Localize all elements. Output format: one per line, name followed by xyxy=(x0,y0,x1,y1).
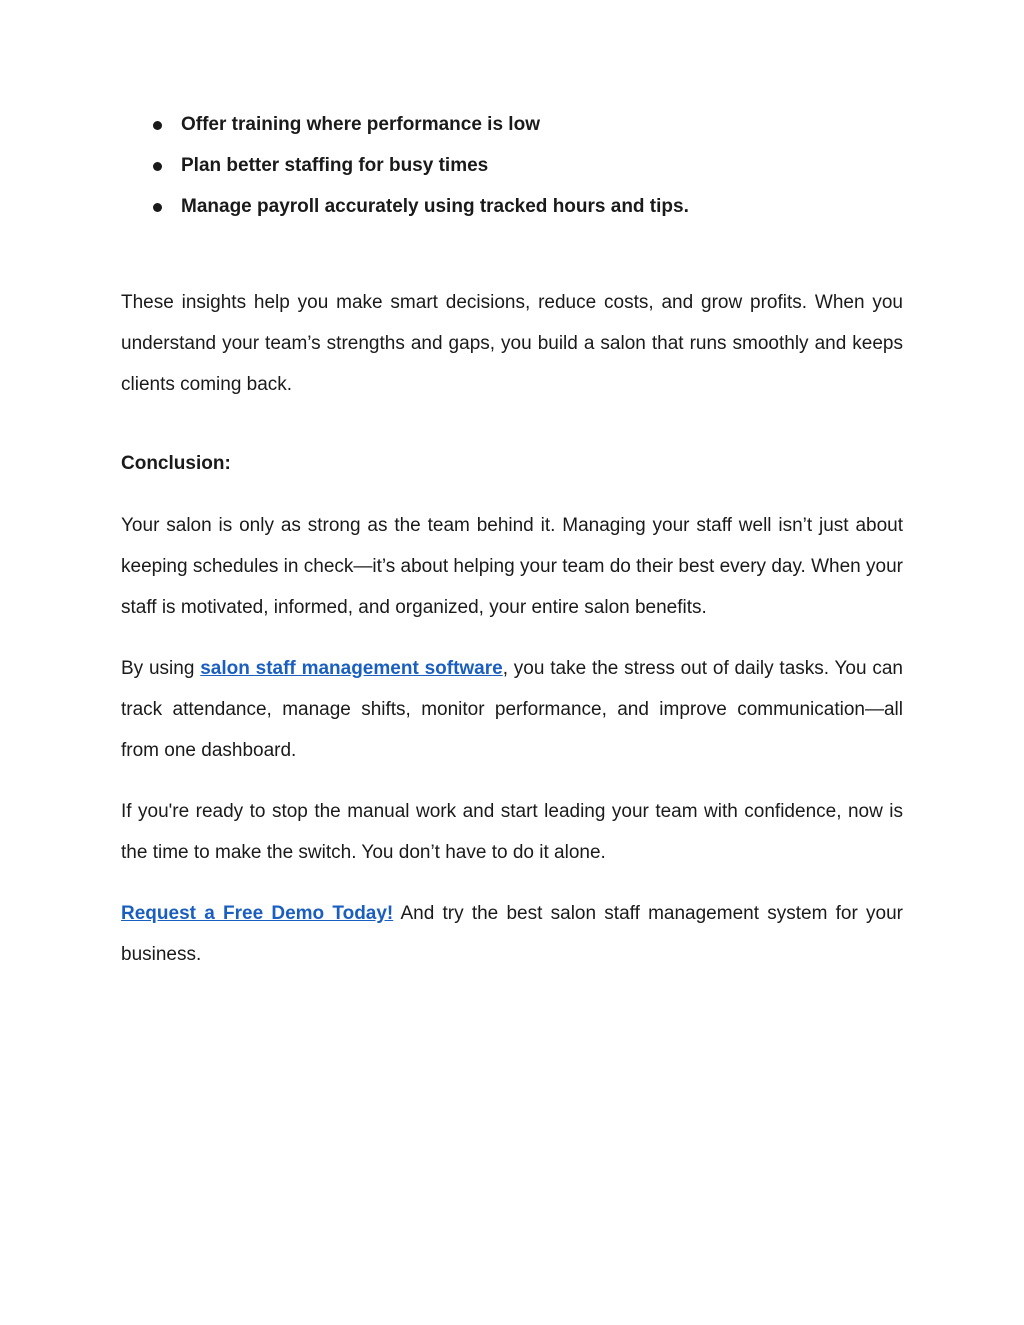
conclusion-paragraph-2 xyxy=(121,648,903,771)
conclusion-heading: Conclusion: xyxy=(121,453,231,474)
benefits-list xyxy=(121,112,903,220)
bullet-icon xyxy=(153,121,162,130)
bullet-icon xyxy=(153,162,162,171)
insights-paragraph: These insights help you make smart decisions, reduce costs, and grow profits. When you understand your team’s strengths and gaps, you build a salon that runs smoothly and keeps clients coming back. xyxy=(121,292,903,395)
paragraph-text: By using xyxy=(121,658,201,679)
list-item-text: Offer training where performance is low xyxy=(181,114,540,135)
conclusion-paragraph-3: If you're ready to stop the manual work and start leading your team with confidence, now is the time to make the switch. You don’t have to do it alone. xyxy=(121,801,903,863)
request-demo-link[interactable]: Request a Free Demo Today! xyxy=(121,903,394,924)
conclusion-paragraph-4 xyxy=(121,893,903,975)
bullet-icon xyxy=(153,203,162,212)
salon-software-link[interactable]: salon staff management software xyxy=(200,658,503,679)
paragraph-text: And try the best salon staff management system for your business. xyxy=(121,903,903,965)
conclusion-paragraph-1: Your salon is only as strong as the team behind it. Managing your staff well isn’t just about keeping schedules in check—it’s about helping your team do their best every day. When your staff is motivated, informed, and organized, your entire salon benefits. xyxy=(121,515,903,618)
list-item-text: Manage payroll accurately using tracked hours and tips. xyxy=(181,196,689,217)
paragraph-text: , you take the stress out of daily tasks. You can track attendance, manage shifts, monitor performance, and improve communication—all from one dashboard. xyxy=(121,658,904,761)
document-page xyxy=(121,112,903,975)
list-item xyxy=(121,153,903,179)
list-item xyxy=(121,194,903,220)
list-item-text: Plan better staffing for busy times xyxy=(181,155,489,176)
list-item xyxy=(121,112,903,138)
